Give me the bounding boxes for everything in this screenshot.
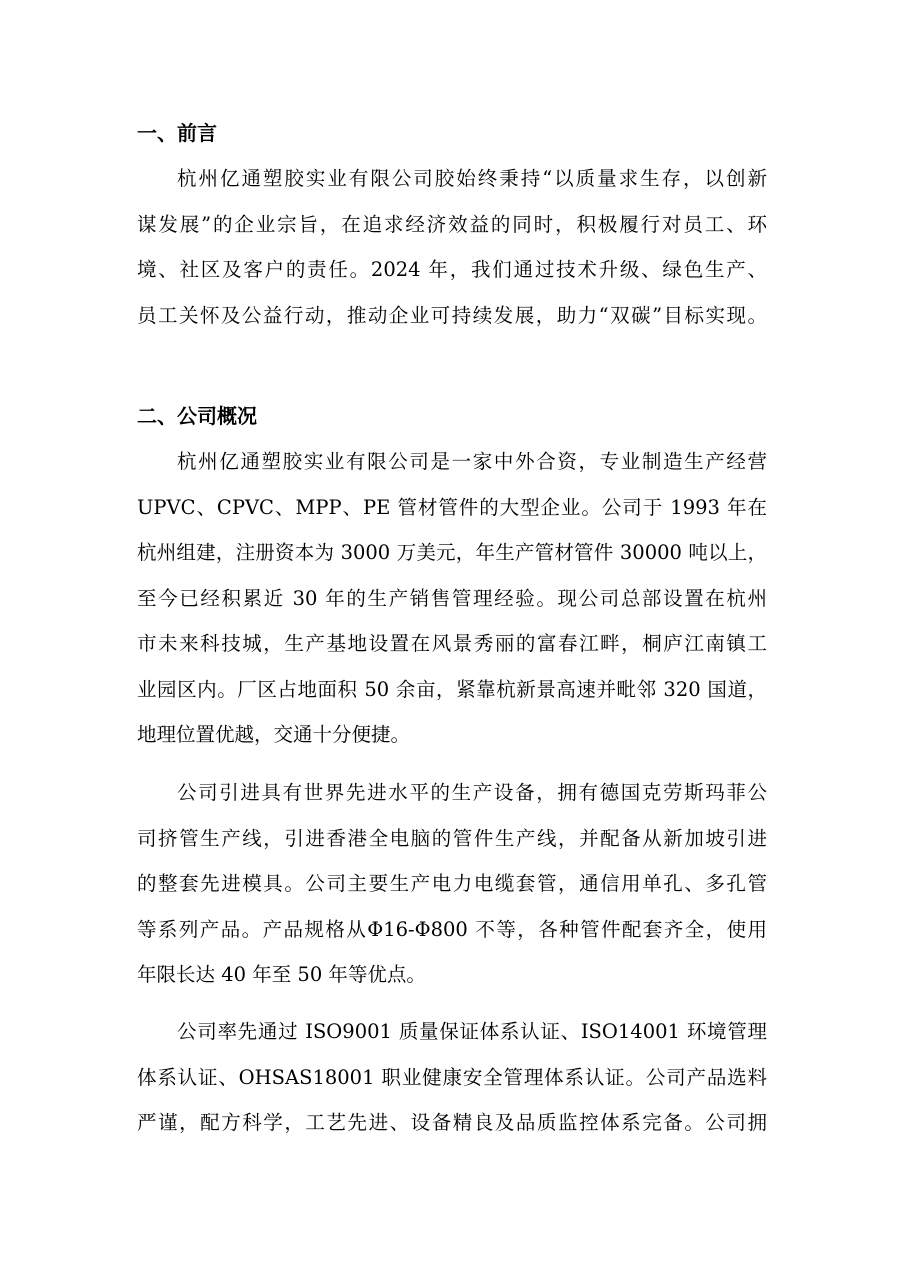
text-line: 年限长达 40 年至 50 年等优点。: [137, 963, 426, 986]
text-line: 谋发展”的企业宗旨，在追求经济效益的同时，积极履行对员工、环: [137, 212, 767, 236]
text-line: 公司引进具有世界先进水平的生产设备，拥有德国克劳斯玛菲公: [177, 781, 767, 804]
text-line: 杭州组建，注册资本为 3000 万美元，年生产管材管件 30000 吨以上，: [137, 541, 767, 564]
text-line: 地理位置优越，交通十分便捷。: [137, 723, 411, 746]
text-line: 等系列产品。产品规格从Φ16-Φ800 不等，各种管件配套齐全，使用: [137, 917, 767, 941]
paragraph-overview-1: [137, 439, 767, 758]
text-line: 境、社区及客户的责任。2024 年，我们通过技术升级、绿色生产、: [137, 258, 767, 281]
paragraph-overview-2: [137, 770, 767, 998]
paragraph-preface: [137, 156, 767, 338]
paragraph-overview-3: [137, 1009, 767, 1146]
text-line: 员工关怀及公益行动，推动企业可持续发展，助力“双碳”目标实现。: [137, 303, 767, 327]
text-line: 杭州亿通塑胶实业有限公司胶始终秉持“以质量求生存，以创新: [177, 167, 767, 190]
text-line: 严谨，配方科学，工艺先进、设备精良及品质监控体系完备。公司拥: [137, 1111, 767, 1134]
text-line: 司挤管生产线，引进香港全电脑的管件生产线，并配备从新加坡引进: [137, 826, 767, 850]
text-line: 至今已经积累近 30 年的生产销售管理经验。现公司总部设置在杭州: [137, 586, 767, 610]
text-line: 杭州亿通塑胶实业有限公司是一家中外合资，专业制造生产经营: [177, 450, 767, 473]
section-heading-preface: 一、前言: [137, 121, 217, 145]
text-line: 市未来科技城，生产基地设置在风景秀丽的富春江畔，桐庐江南镇工: [137, 632, 767, 655]
section-heading-company-overview: 二、公司概况: [137, 404, 257, 428]
text-line: 体系认证、OHSAS18001 职业健康安全管理体系认证。公司产品选料: [137, 1065, 767, 1089]
text-line: UPVC、CPVC、MPP、PE 管材管件的大型企业。公司于 1993 年在: [137, 495, 767, 519]
text-line: 公司率先通过 ISO9001 质量保证体系认证、ISO14001 环境管理: [177, 1020, 767, 1043]
text-line: 的整套先进模具。公司主要生产电力电缆套管，通信用单孔、多孔管: [137, 872, 767, 895]
text-line: 业园区内。厂区占地面积 50 余亩，紧靠杭新景高速并毗邻 320 国道，: [137, 677, 767, 701]
